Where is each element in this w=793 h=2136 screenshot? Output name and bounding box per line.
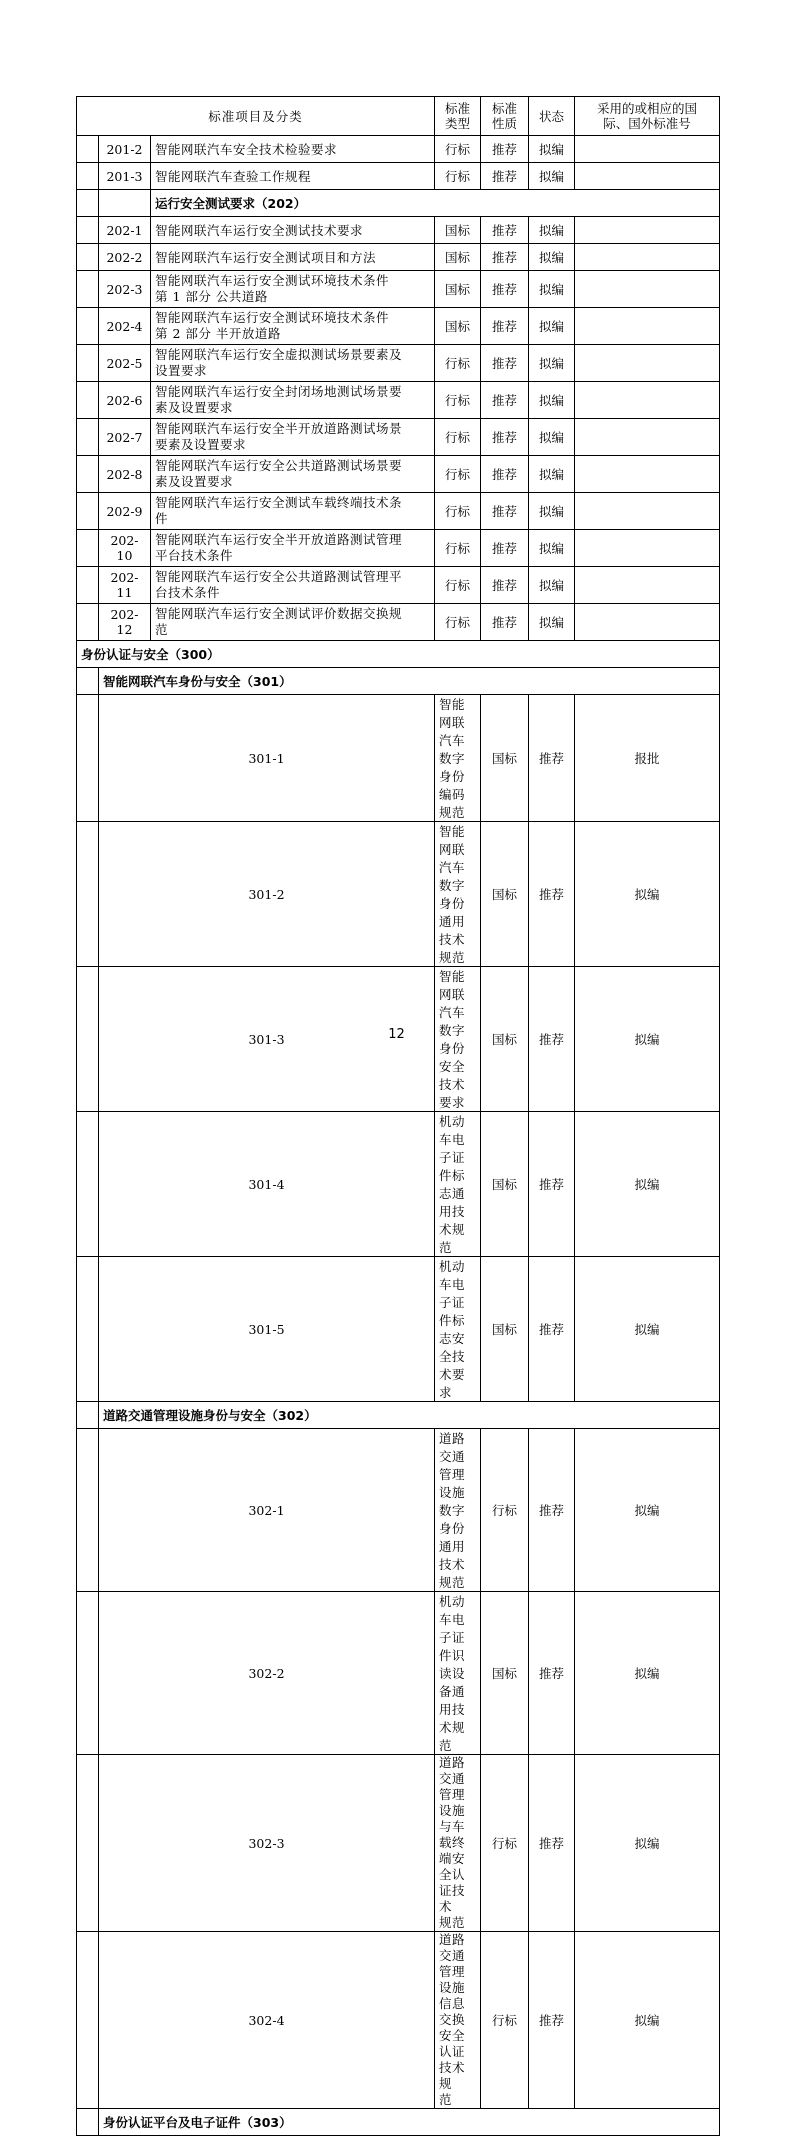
standard-code: 202-9 [99,493,151,530]
indent-cell [77,567,99,604]
standard-nature: 推荐 [481,136,529,163]
standard-nature: 推荐 [529,822,575,967]
standard-code: 302-1 [99,1429,435,1592]
section-title: 道路交通管理设施身份与安全（302） [99,1402,720,1429]
indent-cell [77,1402,99,1429]
table-row [77,1932,720,2109]
standard-code: 202-2 [99,244,151,271]
standard-code: 202-4 [99,308,151,345]
standard-type: 国标 [435,217,481,244]
standard-name: 智能网联汽车运行安全半开放道路测试管理 平台技术条件 [151,530,435,567]
standard-status: 拟编 [575,1932,720,2109]
section-title: 智能网联汽车身份与安全（301） [99,668,720,695]
standard-name: 智能网联汽车运行安全测试评价数据交换规 范 [151,604,435,641]
indent-cell [77,308,99,345]
table-row [77,163,720,190]
standard-type: 国标 [435,271,481,308]
adopted-standard-no [575,567,720,604]
standard-type: 行标 [435,604,481,641]
standard-status: 拟编 [529,217,575,244]
standards-table-body [77,97,720,2136]
standard-nature: 推荐 [529,1429,575,1592]
standard-type: 国标 [435,244,481,271]
standard-nature: 推荐 [529,695,575,822]
standard-status: 拟编 [529,345,575,382]
standard-type: 国标 [481,967,529,1112]
standard-code: 202-3 [99,271,151,308]
adopted-standard-no [575,530,720,567]
standard-name: 智能网联汽车查验工作规程 [151,163,435,190]
standard-code: 202-10 [99,530,151,567]
adopted-standard-no [575,163,720,190]
indent-cell [99,190,151,217]
standard-name: 道路交通管理设施与车载终端安全认证技术 规范 [435,1755,481,1932]
standard-code: 202-12 [99,604,151,641]
standard-type: 行标 [435,136,481,163]
table-row [77,1429,720,1592]
standard-name: 智能网联汽车运行安全半开放道路测试场景 要素及设置要求 [151,419,435,456]
standard-status: 拟编 [529,604,575,641]
indent-cell [77,382,99,419]
page-number: 12 [388,1027,405,1042]
standard-code: 202-8 [99,456,151,493]
standard-code: 301-5 [99,1257,435,1402]
standard-name: 机动车电子证件标志通用技术规范 [435,1112,481,1257]
standard-nature: 推荐 [481,345,529,382]
standard-code: 302-4 [99,1932,435,2109]
indent-cell [77,1592,99,1755]
standard-nature: 推荐 [529,1755,575,1932]
standard-nature: 推荐 [481,456,529,493]
standard-name: 智能网联汽车运行安全封闭场地测试场景要 素及设置要求 [151,382,435,419]
header-standard-nature: 标准 性质 [481,97,529,136]
section-row [77,2109,720,2136]
table-row [77,271,720,308]
standard-status: 拟编 [575,822,720,967]
table-row [77,1112,720,1257]
indent-cell [77,2109,99,2136]
indent-cell [77,190,99,217]
section-row [77,1402,720,1429]
standard-nature: 推荐 [481,567,529,604]
adopted-standard-no [575,604,720,641]
indent-cell [77,136,99,163]
indent-cell [77,244,99,271]
standard-type: 行标 [481,1755,529,1932]
adopted-standard-no [575,136,720,163]
table-row [77,530,720,567]
table-row [77,567,720,604]
standard-status: 拟编 [529,163,575,190]
table-row [77,456,720,493]
indent-cell [77,695,99,822]
standard-code: 202-11 [99,567,151,604]
standard-type: 行标 [435,456,481,493]
standard-type: 行标 [435,163,481,190]
adopted-standard-no [575,382,720,419]
standard-nature: 推荐 [529,1112,575,1257]
table-header-row [77,97,720,136]
standard-code: 202-1 [99,217,151,244]
indent-cell [77,1112,99,1257]
indent-cell [77,163,99,190]
indent-cell [77,493,99,530]
table-row [77,217,720,244]
adopted-standard-no [575,345,720,382]
table-row [77,695,720,822]
standard-type: 行标 [435,345,481,382]
standard-code: 202-5 [99,345,151,382]
indent-cell [77,271,99,308]
standard-type: 国标 [481,1257,529,1402]
indent-cell [77,530,99,567]
table-row [77,1592,720,1755]
standard-name: 智能网联汽车运行安全虚拟测试场景要素及 设置要求 [151,345,435,382]
standard-name: 智能网联汽车运行安全测试技术要求 [151,217,435,244]
table-row [77,493,720,530]
standard-type: 行标 [435,493,481,530]
standard-nature: 推荐 [529,967,575,1112]
standard-name: 智能网联汽车安全技术检验要求 [151,136,435,163]
standard-status: 拟编 [529,271,575,308]
standard-name: 道路交通管理设施信息交换安全认证技术规 范 [435,1932,481,2109]
standard-status: 拟编 [529,567,575,604]
table-row [77,136,720,163]
standard-type: 国标 [481,1112,529,1257]
standard-type: 行标 [435,419,481,456]
table-row [77,308,720,345]
standard-name: 智能网联汽车数字身份编码规范 [435,695,481,822]
standard-nature: 推荐 [529,1257,575,1402]
standard-name: 智能网联汽车运行安全测试环境技术条件 第 2 部分 半开放道路 [151,308,435,345]
header-adopted-standard: 采用的或相应的国 际、国外标准号 [575,97,720,136]
standard-name: 智能网联汽车数字身份通用技术规范 [435,822,481,967]
adopted-standard-no [575,308,720,345]
table-row [77,419,720,456]
section-title: 身份认证与安全（300） [77,641,720,668]
standard-status: 拟编 [575,967,720,1112]
standard-code: 301-4 [99,1112,435,1257]
standard-status: 拟编 [575,1112,720,1257]
standard-type: 国标 [481,1592,529,1755]
standard-nature: 推荐 [529,1932,575,2109]
adopted-standard-no [575,244,720,271]
standard-type: 行标 [481,1932,529,2109]
table-row [77,345,720,382]
standard-type: 行标 [481,1429,529,1592]
header-status: 状态 [529,97,575,136]
standard-type: 行标 [435,530,481,567]
standard-status: 拟编 [575,1755,720,1932]
standard-nature: 推荐 [481,244,529,271]
standard-type: 国标 [481,695,529,822]
standard-status: 拟编 [575,1429,720,1592]
standard-nature: 推荐 [481,217,529,244]
adopted-standard-no [575,217,720,244]
standard-type: 国标 [481,822,529,967]
standard-status: 拟编 [529,530,575,567]
standard-status: 拟编 [529,308,575,345]
standard-type: 国标 [435,308,481,345]
table-row [77,382,720,419]
standard-type: 行标 [435,382,481,419]
standard-code: 202-7 [99,419,151,456]
standard-name: 智能网联汽车运行安全公共道路测试管理平 台技术条件 [151,567,435,604]
standard-status: 拟编 [529,493,575,530]
table-row [77,244,720,271]
standard-code: 302-2 [99,1592,435,1755]
indent-cell [77,604,99,641]
standard-code: 301-2 [99,822,435,967]
table-row [77,822,720,967]
section-title: 身份认证平台及电子证件（303） [99,2109,720,2136]
standard-name: 智能网联汽车运行安全测试环境技术条件 第 1 部分 公共道路 [151,271,435,308]
header-item-category: 标准项目及分类 [77,97,435,136]
indent-cell [77,217,99,244]
standard-status: 拟编 [529,244,575,271]
standard-nature: 推荐 [529,1592,575,1755]
standard-code: 201-2 [99,136,151,163]
standard-name: 机动车电子证件识读设备通用技术规范 [435,1592,481,1755]
standard-code: 201-3 [99,163,151,190]
section-title: 运行安全测试要求（202） [151,190,720,217]
adopted-standard-no [575,271,720,308]
standard-type: 行标 [435,567,481,604]
indent-cell [77,822,99,967]
standard-nature: 推荐 [481,604,529,641]
table-row [77,604,720,641]
section-row [77,190,720,217]
adopted-standard-no [575,419,720,456]
standard-status: 拟编 [529,136,575,163]
indent-cell [77,1257,99,1402]
indent-cell [77,1429,99,1592]
standard-status: 报批 [575,695,720,822]
standard-nature: 推荐 [481,382,529,419]
standard-status: 拟编 [575,1592,720,1755]
indent-cell [77,345,99,382]
standard-status: 拟编 [575,1257,720,1402]
standard-status: 拟编 [529,419,575,456]
standard-code: 302-3 [99,1755,435,1932]
indent-cell [77,1932,99,2109]
indent-cell [77,1755,99,1932]
standard-name: 道路交通管理设施数字身份通用技术规范 [435,1429,481,1592]
indent-cell [77,456,99,493]
standard-name: 智能网联汽车运行安全公共道路测试场景要 素及设置要求 [151,456,435,493]
adopted-standard-no [575,493,720,530]
standard-nature: 推荐 [481,271,529,308]
header-standard-type: 标准 类型 [435,97,481,136]
standard-name: 智能网联汽车运行安全测试项目和方法 [151,244,435,271]
section-row [77,641,720,668]
standards-table [76,96,720,2136]
standard-name: 智能网联汽车运行安全测试车载终端技术条 件 [151,493,435,530]
table-row [77,1755,720,1932]
standard-name: 智能网联汽车数字身份安全技术要求 [435,967,481,1112]
standard-nature: 推荐 [481,308,529,345]
indent-cell [77,419,99,456]
standard-nature: 推荐 [481,163,529,190]
standard-status: 拟编 [529,382,575,419]
standard-code: 301-1 [99,695,435,822]
standard-code: 202-6 [99,382,151,419]
standard-name: 机动车电子证件标志安全技术要求 [435,1257,481,1402]
table-row [77,1257,720,1402]
standard-nature: 推荐 [481,530,529,567]
adopted-standard-no [575,456,720,493]
indent-cell [77,668,99,695]
standard-nature: 推荐 [481,419,529,456]
standard-nature: 推荐 [481,493,529,530]
section-row [77,668,720,695]
standard-code: 301-3 [99,967,435,1112]
standard-status: 拟编 [529,456,575,493]
